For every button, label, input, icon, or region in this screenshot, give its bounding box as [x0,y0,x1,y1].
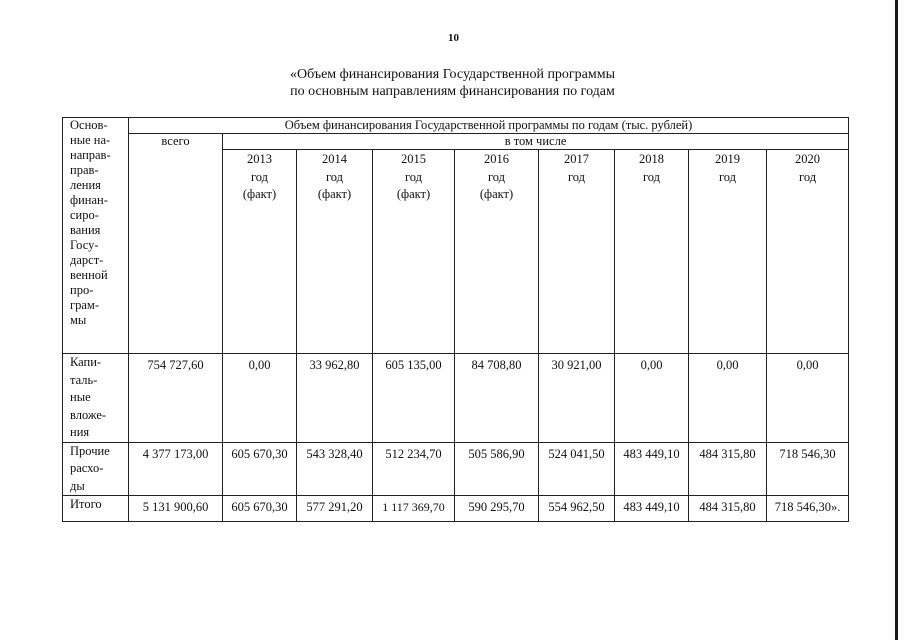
direction-header-line: грам- [70,298,99,312]
year-value-cell: 84 708,80 [455,354,539,443]
year-label: 2013 [247,152,272,166]
direction-header-line: Госу- [70,238,99,252]
year-note: (факт) [479,187,514,201]
title-line-1: «Объем финансирования Государственной программы [289,67,616,82]
row-label-cell [63,354,129,443]
year-value-cell: 484 315,80 [689,442,767,496]
page-number: 10 [448,32,459,44]
year-header-cell [297,150,373,354]
year-unit: год [325,169,344,184]
year-value-cell: 554 962,50 [539,496,615,522]
row-label-line: Капи- [70,355,102,369]
row-label-line: таль- [70,372,98,387]
year-value-cell: 718 546,30 [767,442,849,496]
total-value-cell: 4 377 173,00 [129,442,223,496]
row-label-line: расхо- [70,461,104,475]
year-value-cell: 483 449,10 [615,442,689,496]
page-edge-line [895,0,898,640]
table-row [63,442,849,496]
total-value-cell: 754 727,60 [129,354,223,443]
document-title [0,66,905,100]
year-label: 2014 [322,152,347,166]
year-note: (факт) [317,187,352,201]
row-label-cell [63,496,129,522]
year-value-cell: 0,00 [689,354,767,443]
year-unit: год [404,169,423,184]
header-row-subgroup [63,134,849,150]
year-value-cell: 590 295,70 [455,496,539,522]
year-unit: год [718,169,737,184]
year-value-cell: 605 670,30 [223,496,297,522]
direction-header-cell [63,118,129,354]
year-unit: год [487,169,506,184]
subgroup-header-cell: в том числе [223,134,849,150]
year-value-cell: 505 586,90 [455,442,539,496]
year-unit: год [250,169,269,184]
year-value-cell: 33 962,80 [297,354,373,443]
year-value-cell: 605 670,30 [223,442,297,496]
year-value-cell: 0,00 [615,354,689,443]
year-note: (факт) [242,187,277,201]
row-label-line: Итого [70,497,102,511]
direction-header-line: вания [70,223,101,237]
direction-header-line: ления [70,178,101,192]
year-value-cell: 577 291,20 [297,496,373,522]
direction-header-line: прав- [70,163,99,177]
year-label: 2015 [401,152,426,166]
direction-header-line: направ- [70,148,111,162]
year-value-cell: 0,00 [767,354,849,443]
direction-header-line: венной [70,268,108,282]
year-value-cell: 30 921,00 [539,354,615,443]
year-header-cell [455,150,539,354]
row-label-cell [63,442,129,496]
year-header-cell [689,150,767,354]
year-value-cell: 484 315,80 [689,496,767,522]
year-unit: год [642,169,661,184]
year-label: 2016 [484,152,509,166]
total-value-cell: 5 131 900,60 [129,496,223,522]
year-note: (факт) [396,187,431,201]
direction-header-line: про- [70,283,94,297]
year-value-cell: 1 117 369,70 [373,496,455,522]
year-label: 2017 [564,152,589,166]
group-header-cell: Объем финансирования Государственной программы по годам (тыс. рублей) [129,118,849,134]
year-label: 2018 [639,152,664,166]
year-value-cell: 483 449,10 [615,496,689,522]
year-unit: год [567,169,586,184]
direction-header-line: финан- [70,193,108,207]
direction-header-line: Основ- [70,118,108,132]
year-header-cell [373,150,455,354]
row-label-line: ния [70,425,90,439]
row-label-line: ные [70,390,91,404]
year-header-cell [223,150,297,354]
year-value-cell: 512 234,70 [373,442,455,496]
direction-header-line: ные на- [70,133,111,147]
year-header-cell [539,150,615,354]
title-line-2: по основным направлениям финансирования по годам [290,84,615,99]
year-value-cell: 543 328,40 [297,442,373,496]
year-value-cell: 524 041,50 [539,442,615,496]
direction-header-line: дарст- [70,253,104,267]
row-label-line: Прочие [70,443,110,458]
year-value-cell: 0,00 [223,354,297,443]
financing-table [62,117,849,522]
row-label-line: вложе- [70,407,107,422]
total-header-cell: всего [129,134,223,354]
year-value-cell: 605 135,00 [373,354,455,443]
direction-header-line: сиро- [70,208,99,222]
year-label: 2020 [795,152,821,166]
year-value-cell: 718 546,30». [767,496,849,522]
year-label: 2019 [715,152,740,166]
table-row [63,354,849,443]
year-header-cell [767,150,849,354]
row-label-line: ды [70,478,85,493]
direction-header-line: мы [70,313,87,327]
header-row-group [63,118,849,134]
year-unit: год [799,169,817,184]
year-header-cell [615,150,689,354]
table-row-total [63,496,849,522]
